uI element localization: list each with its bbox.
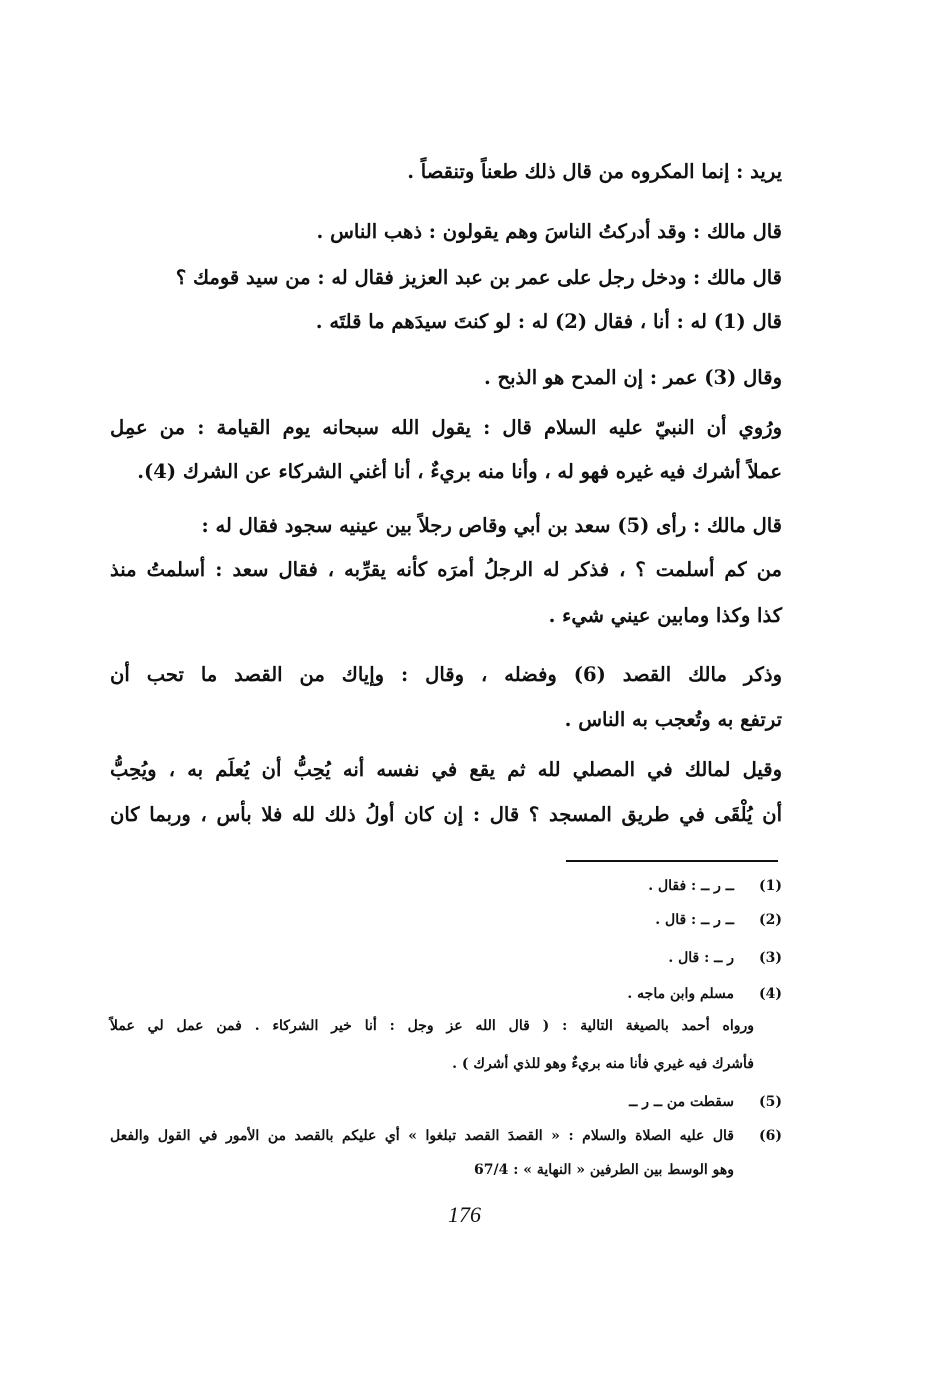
paragraph-line: من كم أسلمت ؟ ، فذكر له الرجلُ أمرَه كأنه يقرِّبه ، فقال سعد : أسلمتُ منذ xyxy=(110,558,782,581)
footnote-text: فأشرك فيه غيري فأنا منه بريءٌ وهو للذي أشرك ) . xyxy=(452,1056,754,1072)
paragraph-line: قال مالك : ودخل رجل على عمر بن عبد العزيز فقال له : من سيد قومك ؟ xyxy=(175,266,782,289)
footnote-number: (6) xyxy=(759,1128,782,1144)
footnote-text: ــ ر ــ : فقال . xyxy=(648,878,734,894)
footnote-number: (1) xyxy=(759,878,782,894)
paragraph-line: ورُوي أن النبيّ عليه السلام قال : يقول الله سبحانه يوم القيامة : من عمِل xyxy=(110,416,782,439)
footnote-text: ورواه أحمد بالصيغة التالية : ( قال الله عز وجل : أنا خير الشركاء . فمن عمل لي عملاً xyxy=(110,1018,754,1034)
footnote-text: قال عليه الصلاة والسلام : « القصدَ القصد تبلغوا » أي عليكم بالقصد من الأمور في القول والفعل xyxy=(110,1128,734,1144)
footnote-separator xyxy=(566,860,778,862)
paragraph-line: كذا وكذا ومابين عيني شيء . xyxy=(548,604,782,627)
page-number: 176 xyxy=(448,1202,481,1227)
footnote-number: (5) xyxy=(759,1094,782,1110)
paragraph-line: وقال (3) عمر : إن المدح هو الذبح . xyxy=(483,366,782,389)
footnote-number: (2) xyxy=(759,912,782,928)
paragraph-line: وقيل لمالك في المصلي لله ثم يقع في نفسه أنه يُحِبُّ أن يُعلَم به ، ويُحِبُّ xyxy=(110,758,782,781)
footnote-number: (4) xyxy=(759,986,782,1002)
paragraph-line: قال مالك : رأى (5) سعد بن أبي وقاص رجلاً بين عينيه سجود فقال له : xyxy=(201,514,782,537)
paragraph-line: ترتفع به وتُعجب به الناس . xyxy=(564,708,782,731)
footnote-text: ر ــ : قال . xyxy=(668,950,734,966)
paragraph-line: أن يُلْقَى في طريق المسجد ؟ قال : إن كان أولُ ذلك لله فلا بأس ، وربما كان xyxy=(110,803,782,826)
paragraph-line: عملاً أشرك فيه غيره فهو له ، وأنا منه بريءٌ ، أنا أغني الشركاء عن الشرك (4). xyxy=(137,460,782,483)
paragraph-line: وذكر مالك القصد (6) وفضله ، وقال : وإياك من القصد ما تحب أن xyxy=(110,663,782,686)
footnote-text: سقطت من ــ ر ــ xyxy=(629,1094,734,1110)
footnote-text: وهو الوسط بين الطرفين « النهاية » : 67/4 xyxy=(473,1162,734,1178)
footnote-number: (3) xyxy=(759,950,782,966)
footnote-text: ــ ر ــ : قال . xyxy=(655,912,734,928)
paragraph-line: قال (1) له : أنا ، فقال (2) له : لو كنتَ سيدَهم ما قلتَه . xyxy=(315,310,782,333)
paragraph-line: قال مالك : وقد أدركتُ الناسَ وهم يقولون : ذهب الناس . xyxy=(316,220,782,243)
footnote-text: مسلم وابن ماجه . xyxy=(627,986,734,1002)
paragraph-line: يريد : إنما المكروه من قال ذلك طعناً وتنقصاً . xyxy=(407,160,782,183)
